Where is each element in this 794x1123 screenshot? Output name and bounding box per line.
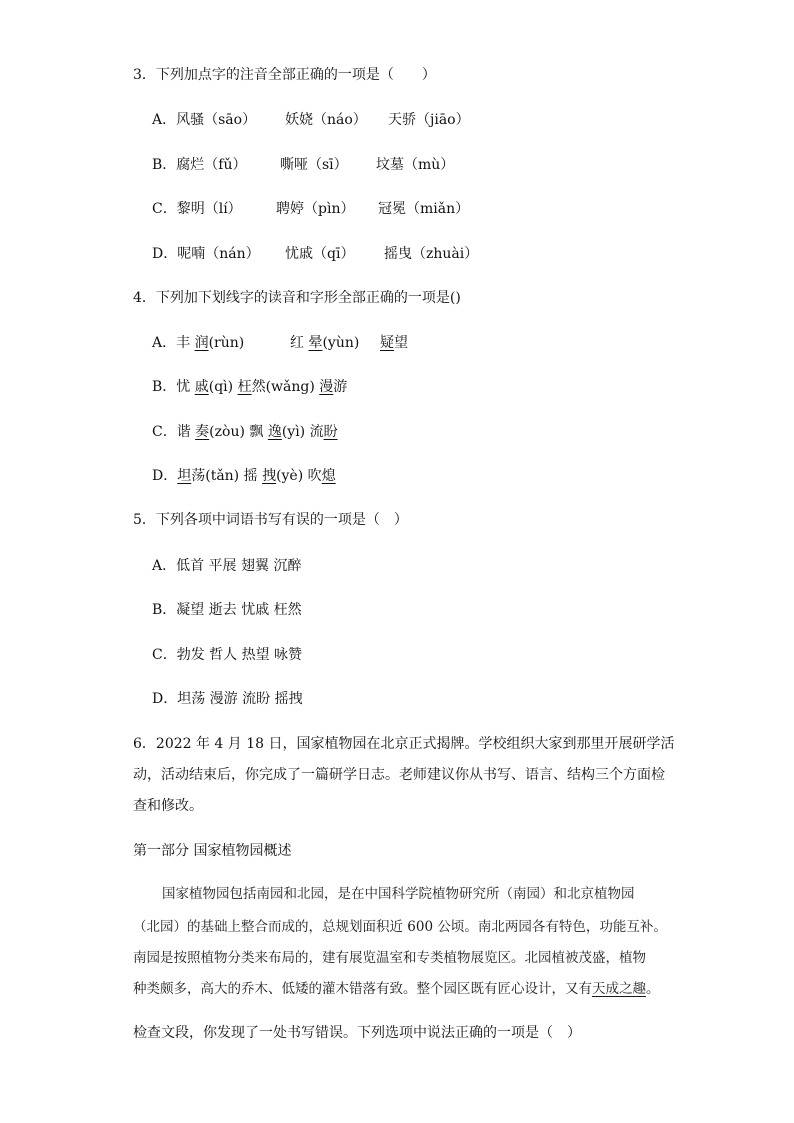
q4-c-text: C．谐 bbox=[152, 424, 196, 440]
q3-a-item-2: 妖娆（náo） bbox=[285, 112, 367, 128]
passage-text: 种类颇多，高大的乔木、低矮的灌木错落有致。整个园区既有匠心设计，又有 bbox=[133, 981, 592, 997]
q4-c-underlined-char: 盼 bbox=[323, 424, 338, 440]
q5-option-d: D．坦荡 漫游 流盼 摇拽 bbox=[152, 691, 303, 707]
q4-b-text: (qì) bbox=[208, 379, 238, 395]
q4-c-underlined-char: 逸 bbox=[267, 424, 282, 440]
q4-c-text: (zòu) 飘 bbox=[209, 424, 268, 440]
q4-a-underlined-char: 润 bbox=[194, 335, 209, 351]
q3-b-item-2: 嘶哑（sī） bbox=[280, 157, 348, 173]
q3-option-a bbox=[152, 110, 512, 130]
q4-d-text: (yè) 吹 bbox=[276, 468, 322, 484]
q4-a-item-2 bbox=[290, 333, 359, 353]
q4-a-item-3 bbox=[380, 333, 408, 353]
q4-d-underlined-char: 熄 bbox=[321, 468, 336, 484]
q3-stem: 3．下列加点字的注音全部正确的一项是（ ） bbox=[133, 67, 436, 83]
q4-a-pinyin: (yùn) bbox=[322, 335, 360, 351]
q3-option-d bbox=[152, 244, 512, 264]
q4-a-text: 红 bbox=[290, 335, 309, 351]
q4-d-text: D． bbox=[152, 468, 178, 484]
q4-b-underlined-char: 戚 bbox=[194, 379, 209, 395]
passage-text: 。 bbox=[646, 981, 660, 997]
q6-stem-line-2: 动，活动结束后，你完成了一篇研学日志。老师建议你从书写、语言、结构三个方面检 bbox=[133, 767, 665, 783]
q4-b-text: B．忧 bbox=[152, 379, 195, 395]
q4-a-underlined-char: 疑 bbox=[380, 335, 394, 351]
q4-b-text: 然(wǎng) bbox=[251, 379, 320, 395]
q4-a-pinyin: (rùn) bbox=[208, 335, 245, 351]
q3-b-item-1: B．腐烂（fǔ） bbox=[152, 157, 247, 173]
q3-option-c bbox=[152, 199, 512, 219]
q4-a-underlined-char: 晕 bbox=[308, 335, 323, 351]
q4-a-text: 望 bbox=[394, 335, 408, 351]
passage-line-2: （北园）的基础上整合而成的，总规划面积近 600 公顷。南北两园各有特色，功能互补。 bbox=[133, 919, 667, 935]
q4-d-underlined-char: 坦 bbox=[177, 468, 192, 484]
q4-c-text: (yì) 流 bbox=[281, 424, 324, 440]
q3-c-item-1: C．黎明（lí） bbox=[152, 201, 242, 217]
q4-stem: 4．下列加下划线字的读音和字形全部正确的一项是() bbox=[133, 290, 461, 306]
q4-option-d bbox=[152, 466, 336, 486]
q4-c-underlined-char: 奏 bbox=[195, 424, 210, 440]
passage-underlined-phrase: 天成之趣 bbox=[592, 981, 646, 997]
q4-b-underlined-char: 枉 bbox=[237, 379, 252, 395]
q5-stem: 5．下列各项中词语书写有误的一项是（ ） bbox=[133, 512, 408, 528]
q4-b-underlined-char: 漫 bbox=[319, 379, 334, 395]
q3-a-item-3: 天骄（jiāo） bbox=[388, 112, 470, 128]
q6-stem-line-1: 6．2022 年 4 月 18 日，国家植物园在北京正式揭牌。学校组织大家到那里开展研学活 bbox=[133, 736, 675, 752]
q4-d-text: 荡(tǎn) 摇 bbox=[191, 468, 263, 484]
q3-d-item-2: 忧戚（qī） bbox=[285, 246, 355, 262]
q3-option-b bbox=[152, 155, 512, 175]
q6-sub-question: 检查文段，你发现了一处书写错误。下列选项中说法正确的一项是（ ） bbox=[133, 1025, 581, 1041]
q4-option-a bbox=[152, 333, 452, 353]
q4-a-item-1 bbox=[152, 333, 244, 353]
q3-b-item-3: 坟墓（mù） bbox=[376, 157, 455, 173]
q4-option-b bbox=[152, 377, 347, 397]
q3-a-item-1: A．风骚（sāo） bbox=[152, 112, 257, 128]
q4-d-underlined-char: 拽 bbox=[262, 468, 277, 484]
passage-line-4 bbox=[133, 979, 660, 999]
q4-b-text: 游 bbox=[333, 379, 348, 395]
q3-c-item-3: 冠冕（miǎn） bbox=[378, 201, 470, 217]
q4-option-c bbox=[152, 422, 338, 442]
q3-d-item-3: 摇曳（zhuài） bbox=[384, 246, 479, 262]
q5-option-b: B．凝望 逝去 忧戚 枉然 bbox=[152, 602, 302, 618]
q5-option-c: C．勃发 哲人 热望 咏赞 bbox=[152, 647, 303, 663]
q6-stem-line-3: 查和修改。 bbox=[133, 798, 203, 814]
q3-c-item-2: 聘婷（pìn） bbox=[276, 201, 355, 217]
passage-line-1: 国家植物园包括南园和北园，是在中国科学院植物研究所（南园）和北京植物园 bbox=[162, 886, 635, 902]
q3-d-item-1: D．呢喃（nán） bbox=[152, 246, 260, 262]
q4-a-text: A．丰 bbox=[152, 335, 195, 351]
passage-line-3: 南园是按照植物分类来布局的，建有展览温室和专类植物展览区。北园植被茂盛，植物 bbox=[133, 950, 646, 966]
q5-option-a: A．低首 平展 翅翼 沉醉 bbox=[152, 558, 302, 574]
section-title: 第一部分 国家植物园概述 bbox=[133, 843, 292, 859]
